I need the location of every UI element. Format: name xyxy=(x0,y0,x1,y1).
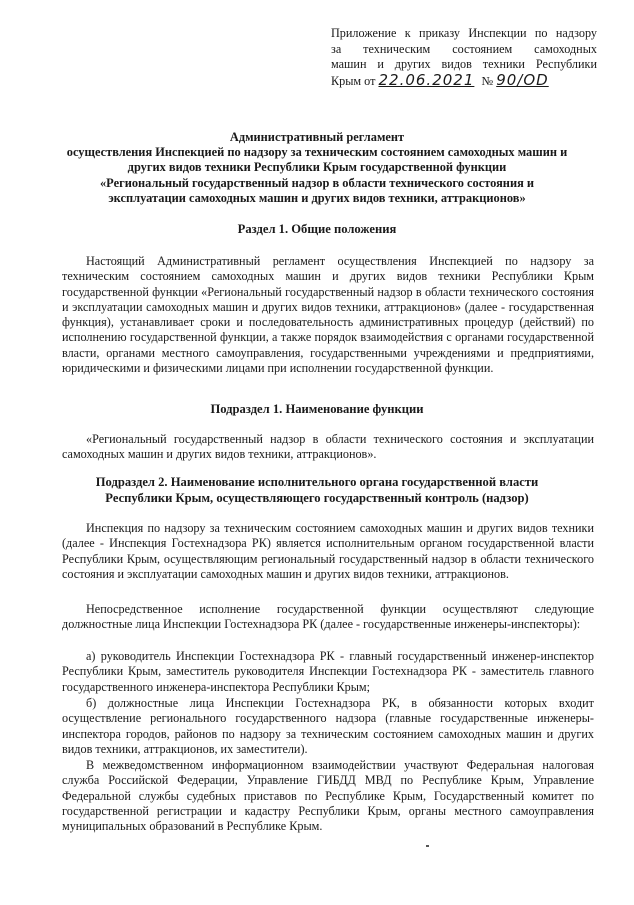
appendix-line-2: за техническим состоянием самоходных xyxy=(331,41,597,56)
subsection-2-heading xyxy=(30,474,604,506)
appendix-date-prefix: Крым от xyxy=(331,73,376,88)
subsection-1-paragraph xyxy=(62,432,594,463)
subsection-2-heading-line-2: Республики Крым, осуществляющего государственный контроль (надзор) xyxy=(105,491,529,505)
appendix-header xyxy=(331,26,597,89)
section-1-paragraph xyxy=(62,254,594,376)
section-1-heading: Раздел 1. Общие положения xyxy=(237,222,397,236)
subsection-1-heading: Подраздел 1. Наименование функции xyxy=(210,402,424,416)
title-line-4: «Региональный государственный надзор в области технического состояния и xyxy=(99,175,535,190)
subsection-2-paragraph-1 xyxy=(62,521,594,582)
document-title xyxy=(30,130,604,206)
subsection-2-paragraph-4 xyxy=(62,696,594,757)
subsection-2-paragraph-5 xyxy=(62,758,594,834)
subsection-2-text-5: В межведомственном информационном взаимодействии участвуют Федеральная налоговая служба Российской Федерации, Управление ГИБДД МВД по Республике Крым, Управление Федеральной службы судебных приставов по Республике Крым, Государственный комитет по государственной регистрации и кадастру Республики Крым, органы местного самоуправления муниципальных образований в Республике Крым. xyxy=(62,758,594,834)
subsection-2-text-1: Инспекция по надзору за техническим состоянием самоходных машин и других видов техники (далее - Инспекция Гостехнадзора РК) является исполнительным органом государственной власти Республики Крым, осуществляющим региональный государственный надзор в области технического состояния и эксплуатации самоходных машин и других видов техники, аттракционов. xyxy=(62,521,594,581)
title-line-3: других видов техники Республики Крым государственной функции xyxy=(127,160,507,175)
appendix-line-3: машин и других видов техники Республики xyxy=(331,57,597,71)
subsection-2-text-2: Непосредственное исполнение государственной функции осуществляют следующие должностные лица Инспекции Гостехнадзора РК (далее - государственные инженеры-инспекторы): xyxy=(62,602,594,632)
handwritten-number: 90/OD xyxy=(496,70,549,89)
title-line-2: осуществления Инспекцией по надзору за техническим состоянием самоходных машин и xyxy=(66,145,568,160)
subsection-2-heading-line-1: Подраздел 2. Наименование исполнительного органа государственной власти xyxy=(95,475,539,489)
subsection-2-text-3: а) руководитель Инспекции Гостехнадзора РК - главный государственный инженер-инспектор Республики Крым, заместитель руководителя Инспекции Гостехнадзора РК - заместитель главного государственного инженера-инспектора Республики Крым; xyxy=(62,649,594,694)
section-1-text: Настоящий Административный регламент осуществления Инспекцией по надзору за техническим состоянием самоходных машин и других видов техники Республики Крым государственной функции «Региональный государственный надзор в области технического состояния и эксплуатации самоходных машин и других видов техники, аттракционов» (далее - государственная функция), устанавливает сроки и последовательность административных процедур (действий) по исполнению государственной функции, а также порядок взаимодействия с органами государственной власти, органами местного самоуправления, государственными учреждениями и предприятиями, юридическими и физическими лицами при исполнении государственной функции. xyxy=(62,254,594,376)
number-label: № xyxy=(481,73,494,88)
subsection-2-paragraph-3 xyxy=(62,649,594,695)
appendix-line-4 xyxy=(331,70,597,90)
subsection-2-paragraph-2 xyxy=(62,602,594,633)
title-line-5: эксплуатации самоходных машин и других видов техники, аттракционов» xyxy=(108,190,526,205)
handwritten-date: 22.06.2021 xyxy=(378,70,475,89)
title-line-1: Административный регламент xyxy=(229,130,405,144)
subsection-2-text-4: б) должностные лица Инспекции Гостехнадзора РК, в обязанности которых входит осуществление регионального государственного надзора (главные государственные инженеры-инспектора городов, районов по надзору за техническим состоянием самоходных машин и других видов техники, аттракционов, их заместители). xyxy=(62,696,594,756)
scan-speck xyxy=(426,845,429,847)
subsection-1-text: «Региональный государственный надзор в области технического состояния и эксплуатации самоходных машин и других видов техники, аттракционов». xyxy=(62,432,594,462)
appendix-line-1: Приложение к приказу Инспекции по надзору xyxy=(331,26,597,40)
